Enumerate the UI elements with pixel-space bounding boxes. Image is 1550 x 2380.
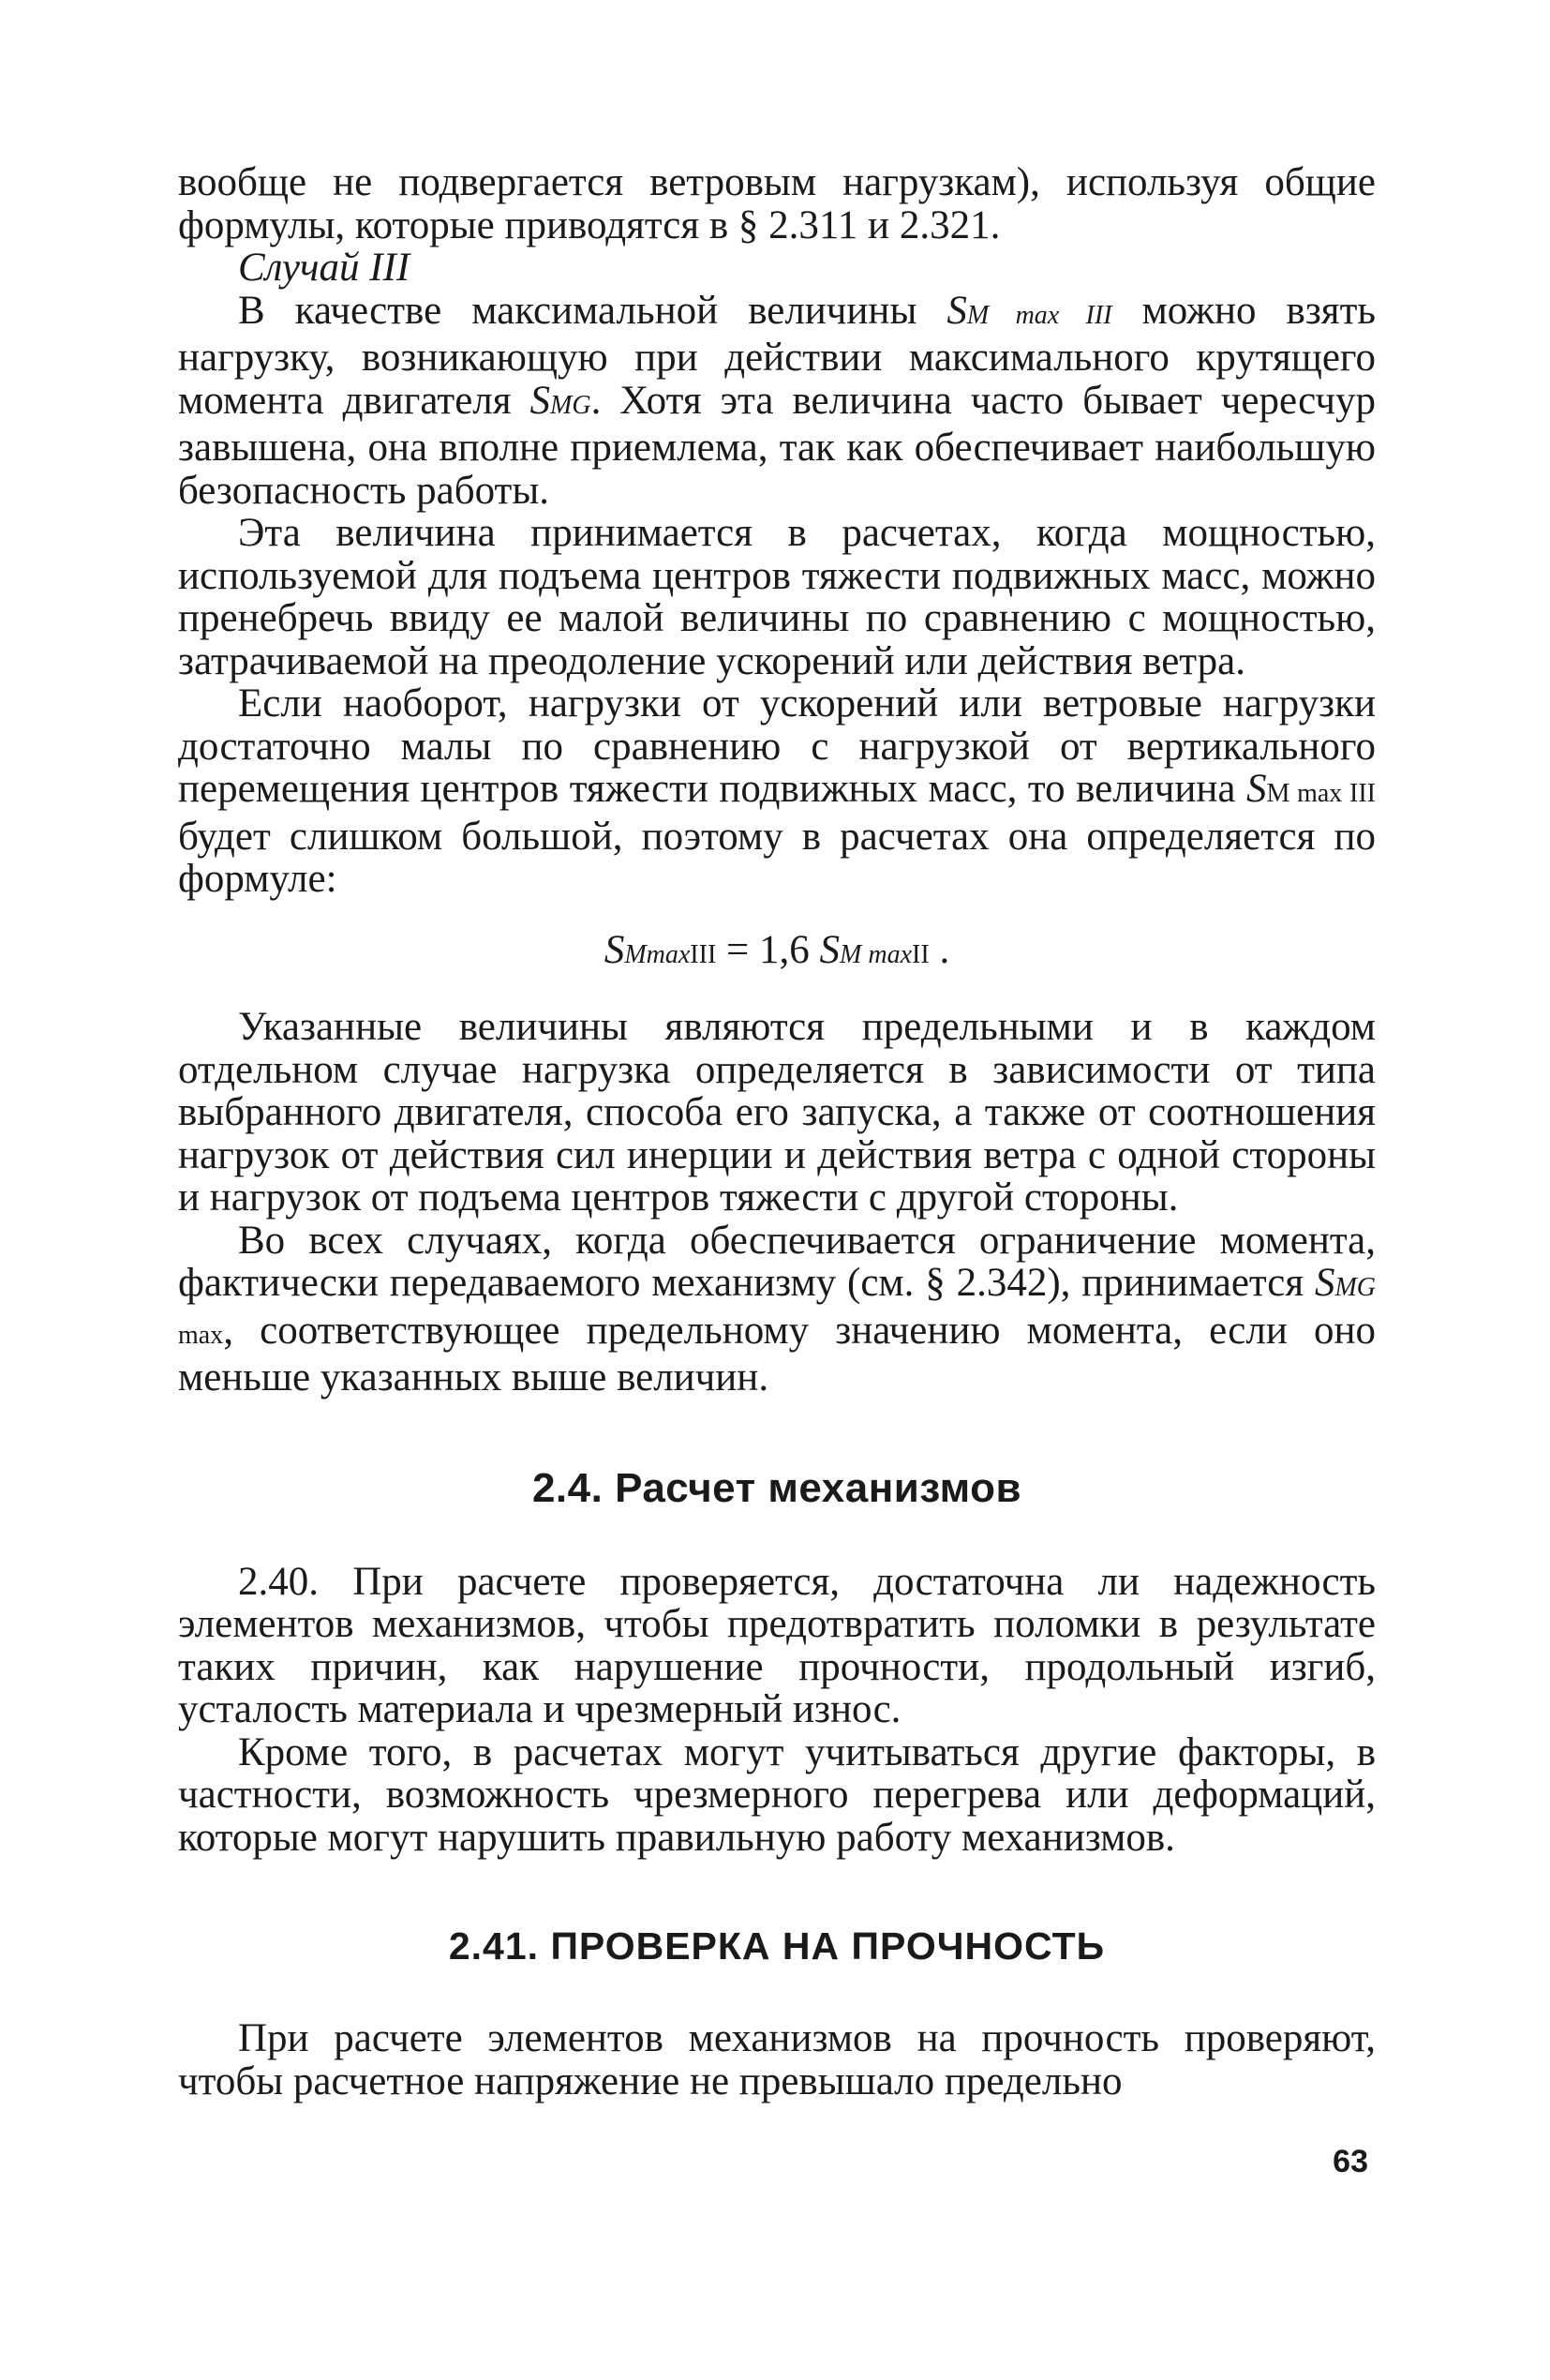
paragraph-inverse: Если наоборот, нагрузки от ускорений или ветровые нагрузки достаточно малы по сравнению с нагрузкой от вертикального перемещения центров тяжести подвижных масс, то величина SM max III будет слишком большой, поэтому в расчетах она определяется по формуле: <box>178 681 1377 901</box>
section-heading-2-41: 2.41. ПРОВЕРКА НА ПРОЧНОСТЬ <box>448 1924 1106 1968</box>
paragraph-case3: В качестве максимальной величины SM max III можно взять нагрузку, возникающую при действии максимального крутящего момента двигателя SMG. Хотя эта величина часто бывает чересчур завышена, она вполне приемлема, так как обеспечивает наибольшую безопасность работы. <box>178 288 1376 513</box>
paragraph-2-40: 2.40. При расчете проверяется, достаточна ли надежность элементов механизмов, чтобы предотвратить поломки в результате таких причин, как нарушение прочности, продольный изгиб, усталость материала и чрезмерный износ. <box>178 1559 1376 1731</box>
paragraph-besides: Кроме того, в расчетах могут учитываться другие факторы, в частности, возможность чрезмерного перегрева или деформаций, которые могут нарушить правильную работу механизмов. <box>178 1729 1376 1860</box>
page-number: 63 <box>1333 2144 1368 2179</box>
paragraph-all-cases: Во всех случаях, когда обеспечивается ограничение момента, фактически передаваемого механизму (см. § 2.342), принимается SMG max, соответствующее предельному значению момента, если оно меньше указанных выше величин. <box>178 1218 1376 1400</box>
paragraph-intro: вообще не подвергается ветровым нагрузкам), используя общие формулы, которые приводятся в § 2.311 и 2.321. <box>178 160 1376 247</box>
paragraph-limits: Указанные величины являются предельными и в каждом отдельном случае нагрузка определяется в зависимости от типа выбранного двигателя, способа его запуска, а также от соотношения нагрузок от действия сил инерции и действия ветра с одной стороны и нагрузок от подъема центров тяжести с другой стороны. <box>178 1005 1376 1220</box>
section-heading-2-4: 2.4. Расчет механизмов <box>531 1464 1022 1511</box>
page-body <box>178 161 1376 2103</box>
formula-smax: SMmaxIII = 1,6 SM maxII . <box>604 927 950 972</box>
paragraph-strength: При расчете элементов механизмов на прочность проверяют, чтобы расчетное напряжение не превышало предельно <box>178 2016 1376 2103</box>
case-label: Случай III <box>238 246 410 290</box>
paragraph-power: Эта величина принимается в расчетах, когда мощностью, используемой для подъема центров тяжести подвижных масс, можно пренебречь ввиду ее малой величины по сравнению с мощностью, затрачиваемой на преодоление ускорений или действия ветра. <box>178 511 1376 683</box>
